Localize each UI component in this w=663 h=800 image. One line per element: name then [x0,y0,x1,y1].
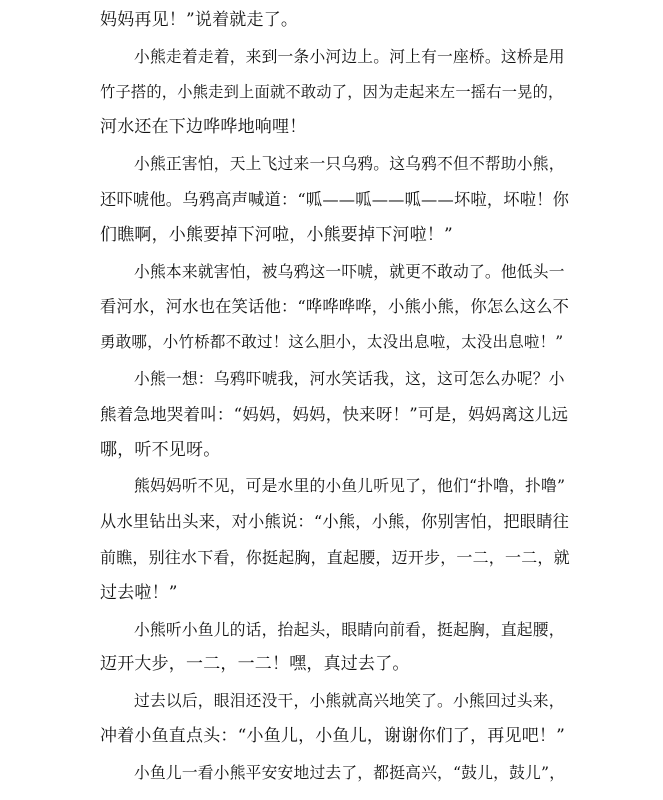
text-line: 熊妈妈听不见，可是水里的小鱼儿听见了，他们“扑噜，扑噜” [134,476,566,496]
text-line: 看河水，河水也在笑话他：“哗哗哗哗，小熊小熊，你怎么这么不 [100,297,570,317]
text-line: 小熊本来就害怕，被乌鸦这一吓唬，就更不敢动了。他低头一 [134,261,565,281]
text-line: 勇敢哪，小竹桥都不敢过！这么胆小，太没出息啦，太没出息啦！” [100,333,564,352]
text-line: 妈妈再见！”说着就走了。 [100,10,299,30]
text-line: 从水里钻出头来，对小熊说：“小熊，小熊，你别害怕，把眼睛往 [100,512,570,532]
paragraph [100,3,570,39]
text-line: 冲着小鱼直点头：“小鱼儿，小鱼儿，谢谢你们了，再见吧！” [100,725,565,746]
paragraph [100,755,570,791]
text-line: 过去以后，眼泪还没干，小熊就高兴地笑了。小熊回过头来， [134,691,565,711]
paragraph [100,683,570,755]
text-line: 小熊正害怕，天上飞过来一只乌鸦。这乌鸦不但不帮助小熊， [134,154,565,174]
text-line: 迈开大步，一二，一二！嘿，真过去了。 [100,654,410,675]
paragraph [100,612,570,684]
paragraph [100,468,570,611]
text-line: 小鱼儿一看小熊平安安地过去了，都挺高兴，“鼓儿，鼓儿”， [134,762,566,782]
text-line: 还吓唬他。乌鸦高声喊道：“呱——呱——呱——坏啦，坏啦！你 [100,189,570,209]
paragraph [100,39,570,146]
text-line: 们瞧啊，小熊要掉下河啦，小熊要掉下河啦！” [100,224,453,245]
text-line: 小熊听小鱼儿的话，抬起头，眼睛向前看，挺起胸，直起腰， [134,619,565,639]
story-text [100,3,570,791]
text-line: 河水还在下边哗哗地响哩！ [100,117,307,138]
text-line: 前瞧，别往水下看，你挺起胸，直起腰，迈开步，一二，一二，就 [100,547,570,567]
text-line: 竹子搭的，小熊走到上面就不敢动了，因为走起来左一摇右一晃的， [100,82,564,101]
text-line: 过去啦！” [100,582,178,603]
text-line: 小熊一想：乌鸦吓唬我，河水笑话我，这，这可怎么办呢？小 [134,368,565,388]
text-line: 小熊走着走着，来到一条小河边上。河上有一座桥。这桥是用 [134,46,565,66]
paragraph [100,254,570,361]
paragraph [100,146,570,253]
text-line: 哪，听不见呀。 [100,439,221,460]
paragraph [100,361,570,468]
text-line: 熊着急地哭着叫：“妈妈，妈妈，快来呀！”可是，妈妈离这儿远 [100,404,569,424]
